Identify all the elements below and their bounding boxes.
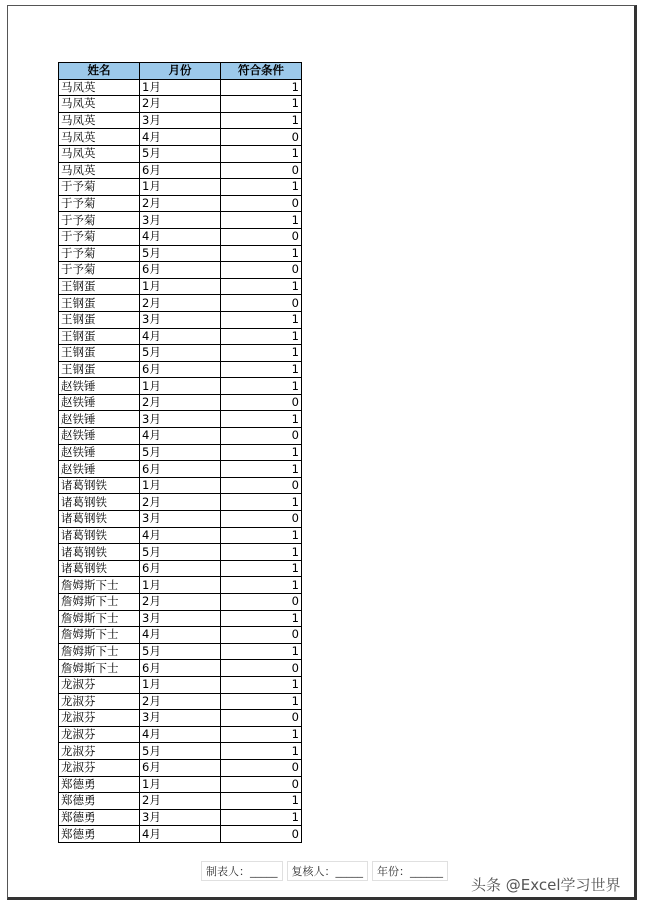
cell-name[interactable]: 王钢蛋	[59, 278, 140, 295]
cell-name[interactable]: 马凤英	[59, 145, 140, 162]
cell-qualified[interactable]: 0	[221, 428, 302, 445]
cell-name[interactable]: 诸葛钢铁	[59, 477, 140, 494]
cell-name[interactable]: 诸葛钢铁	[59, 511, 140, 528]
table-row	[59, 776, 302, 793]
cell-qualified[interactable]: 0	[221, 295, 302, 312]
cell-qualified[interactable]: 0	[221, 660, 302, 677]
cell-qualified[interactable]: 1	[221, 494, 302, 511]
cell-month[interactable]: 2月	[140, 594, 221, 611]
cell-qualified[interactable]: 0	[221, 262, 302, 279]
cell-name[interactable]: 郑德勇	[59, 826, 140, 843]
cell-name[interactable]: 王钢蛋	[59, 361, 140, 378]
cell-qualified[interactable]: 1	[221, 361, 302, 378]
cell-qualified[interactable]: 1	[221, 112, 302, 129]
table-row	[59, 245, 302, 262]
cell-name[interactable]: 于予菊	[59, 179, 140, 196]
cell-name[interactable]: 赵铁锤	[59, 394, 140, 411]
cell-month[interactable]: 5月	[140, 145, 221, 162]
table-row	[59, 145, 302, 162]
cell-name[interactable]: 诸葛钢铁	[59, 560, 140, 577]
table-row	[59, 195, 302, 212]
cell-month[interactable]: 3月	[140, 610, 221, 627]
cell-name[interactable]: 龙淑芬	[59, 726, 140, 743]
cell-month[interactable]: 2月	[140, 295, 221, 312]
table-row	[59, 710, 302, 727]
cell-name[interactable]: 王钢蛋	[59, 295, 140, 312]
cell-qualified[interactable]: 0	[221, 129, 302, 146]
cell-qualified[interactable]: 0	[221, 776, 302, 793]
table-row	[59, 179, 302, 196]
cell-qualified[interactable]: 1	[221, 79, 302, 96]
cell-name[interactable]: 詹姆斯下士	[59, 643, 140, 660]
cell-name[interactable]: 赵铁锤	[59, 411, 140, 428]
cell-month[interactable]: 6月	[140, 660, 221, 677]
cell-name[interactable]: 于予菊	[59, 245, 140, 262]
cell-name[interactable]: 郑德勇	[59, 809, 140, 826]
cell-name[interactable]: 龙淑芬	[59, 676, 140, 693]
cell-name[interactable]: 詹姆斯下士	[59, 577, 140, 594]
cell-name[interactable]: 诸葛钢铁	[59, 494, 140, 511]
cell-month[interactable]: 2月	[140, 96, 221, 113]
cell-qualified[interactable]: 1	[221, 145, 302, 162]
table-row	[59, 411, 302, 428]
table-row	[59, 112, 302, 129]
table-row	[59, 228, 302, 245]
table-row	[59, 96, 302, 113]
cell-name[interactable]: 马凤英	[59, 129, 140, 146]
table-row	[59, 809, 302, 826]
cell-month[interactable]: 3月	[140, 511, 221, 528]
table-row	[59, 511, 302, 528]
cell-name[interactable]: 王钢蛋	[59, 311, 140, 328]
table-row	[59, 726, 302, 743]
cell-name[interactable]: 马凤英	[59, 162, 140, 179]
table-row	[59, 676, 302, 693]
table-row	[59, 594, 302, 611]
cell-name[interactable]: 郑德勇	[59, 793, 140, 810]
data-table	[58, 62, 302, 843]
table-header-row	[59, 63, 302, 80]
table-row	[59, 295, 302, 312]
cell-month[interactable]: 1月	[140, 577, 221, 594]
cell-name[interactable]: 王钢蛋	[59, 345, 140, 362]
cell-month[interactable]: 3月	[140, 311, 221, 328]
table-row	[59, 361, 302, 378]
cell-qualified[interactable]: 1	[221, 328, 302, 345]
column-header-name[interactable]: 姓名	[59, 63, 140, 80]
cell-qualified[interactable]: 1	[221, 96, 302, 113]
maker-field[interactable]: 制表人：_____	[201, 861, 283, 881]
cell-qualified[interactable]: 0	[221, 759, 302, 776]
cell-month[interactable]: 1月	[140, 378, 221, 395]
cell-month[interactable]: 5月	[140, 345, 221, 362]
table-row	[59, 759, 302, 776]
watermark: 头条 @Excel学习世界	[471, 876, 621, 894]
cell-month[interactable]: 5月	[140, 743, 221, 760]
cell-qualified[interactable]: 1	[221, 610, 302, 627]
cell-month[interactable]: 4月	[140, 826, 221, 843]
cell-qualified[interactable]: 0	[221, 710, 302, 727]
cell-qualified[interactable]: 1	[221, 527, 302, 544]
cell-month[interactable]: 1月	[140, 278, 221, 295]
table-row	[59, 826, 302, 843]
table-row	[59, 79, 302, 96]
cell-month[interactable]: 4月	[140, 428, 221, 445]
table-row	[59, 743, 302, 760]
cell-qualified[interactable]: 1	[221, 278, 302, 295]
cell-qualified[interactable]: 1	[221, 461, 302, 478]
cell-month[interactable]: 1月	[140, 477, 221, 494]
cell-month[interactable]: 6月	[140, 759, 221, 776]
cell-qualified[interactable]: 1	[221, 378, 302, 395]
cell-qualified[interactable]: 0	[221, 394, 302, 411]
cell-month[interactable]: 1月	[140, 179, 221, 196]
cell-month[interactable]: 4月	[140, 129, 221, 146]
cell-qualified[interactable]: 0	[221, 195, 302, 212]
cell-month[interactable]: 5月	[140, 444, 221, 461]
cell-qualified[interactable]: 0	[221, 594, 302, 611]
footer-fields	[201, 861, 448, 881]
table-row	[59, 262, 302, 279]
cell-name[interactable]: 马凤英	[59, 96, 140, 113]
table-row	[59, 461, 302, 478]
cell-month[interactable]: 6月	[140, 461, 221, 478]
cell-qualified[interactable]: 0	[221, 826, 302, 843]
table-row	[59, 494, 302, 511]
cell-name[interactable]: 马凤英	[59, 112, 140, 129]
cell-qualified[interactable]: 0	[221, 477, 302, 494]
cell-name[interactable]: 詹姆斯下士	[59, 660, 140, 677]
cell-month[interactable]: 3月	[140, 710, 221, 727]
cell-name[interactable]: 龙淑芬	[59, 693, 140, 710]
cell-month[interactable]: 5月	[140, 544, 221, 561]
cell-qualified[interactable]: 1	[221, 444, 302, 461]
table-row	[59, 394, 302, 411]
cell-qualified[interactable]: 1	[221, 643, 302, 660]
cell-month[interactable]: 6月	[140, 361, 221, 378]
cell-month[interactable]: 3月	[140, 112, 221, 129]
cell-month[interactable]: 2月	[140, 793, 221, 810]
cell-month[interactable]: 1月	[140, 79, 221, 96]
cell-name[interactable]: 于予菊	[59, 262, 140, 279]
table-row	[59, 643, 302, 660]
cell-name[interactable]: 赵铁锤	[59, 461, 140, 478]
cell-qualified[interactable]: 1	[221, 793, 302, 810]
cell-month[interactable]: 2月	[140, 693, 221, 710]
cell-qualified[interactable]: 0	[221, 511, 302, 528]
cell-name[interactable]: 龙淑芬	[59, 743, 140, 760]
table-row	[59, 162, 302, 179]
cell-month[interactable]: 2月	[140, 494, 221, 511]
cell-name[interactable]: 赵铁锤	[59, 444, 140, 461]
cell-name[interactable]: 龙淑芬	[59, 710, 140, 727]
cell-qualified[interactable]: 1	[221, 726, 302, 743]
table-row	[59, 577, 302, 594]
cell-qualified[interactable]: 0	[221, 228, 302, 245]
cell-month[interactable]: 2月	[140, 195, 221, 212]
cell-month[interactable]: 5月	[140, 245, 221, 262]
table-row	[59, 378, 302, 395]
cell-qualified[interactable]: 1	[221, 345, 302, 362]
column-header-month[interactable]: 月份	[140, 63, 221, 80]
cell-qualified[interactable]: 1	[221, 179, 302, 196]
cell-name[interactable]: 詹姆斯下士	[59, 627, 140, 644]
cell-qualified[interactable]: 0	[221, 162, 302, 179]
cell-qualified[interactable]: 1	[221, 212, 302, 229]
cell-name[interactable]: 赵铁锤	[59, 428, 140, 445]
cell-qualified[interactable]: 1	[221, 676, 302, 693]
cell-name[interactable]: 龙淑芬	[59, 759, 140, 776]
table-row	[59, 212, 302, 229]
table-row	[59, 793, 302, 810]
cell-month[interactable]: 4月	[140, 627, 221, 644]
table-row	[59, 544, 302, 561]
table-row	[59, 444, 302, 461]
table-row	[59, 328, 302, 345]
cell-month[interactable]: 3月	[140, 212, 221, 229]
table-row	[59, 428, 302, 445]
reviewer-field[interactable]: 复核人：_____	[287, 861, 369, 881]
cell-month[interactable]: 4月	[140, 228, 221, 245]
table-row	[59, 311, 302, 328]
cell-month[interactable]: 6月	[140, 560, 221, 577]
table-row	[59, 660, 302, 677]
table-body	[59, 79, 302, 842]
cell-qualified[interactable]: 1	[221, 411, 302, 428]
cell-name[interactable]: 于予菊	[59, 195, 140, 212]
cell-name[interactable]: 王钢蛋	[59, 328, 140, 345]
cell-name[interactable]: 郑德勇	[59, 776, 140, 793]
cell-month[interactable]: 3月	[140, 411, 221, 428]
cell-qualified[interactable]: 1	[221, 544, 302, 561]
table-row	[59, 477, 302, 494]
cell-name[interactable]: 于予菊	[59, 212, 140, 229]
table-row	[59, 693, 302, 710]
cell-qualified[interactable]: 1	[221, 809, 302, 826]
cell-month[interactable]: 1月	[140, 676, 221, 693]
cell-month[interactable]: 4月	[140, 527, 221, 544]
cell-month[interactable]: 3月	[140, 809, 221, 826]
table-row	[59, 129, 302, 146]
table-row	[59, 345, 302, 362]
cell-month[interactable]: 2月	[140, 394, 221, 411]
cell-qualified[interactable]: 1	[221, 245, 302, 262]
cell-month[interactable]: 5月	[140, 643, 221, 660]
cell-name[interactable]: 马凤英	[59, 79, 140, 96]
cell-qualified[interactable]: 1	[221, 560, 302, 577]
cell-name[interactable]: 诸葛钢铁	[59, 527, 140, 544]
year-field[interactable]: 年份：______	[372, 861, 448, 881]
cell-month[interactable]: 6月	[140, 162, 221, 179]
column-header-qualified[interactable]: 符合条件	[221, 63, 302, 80]
cell-month[interactable]: 6月	[140, 262, 221, 279]
cell-month[interactable]: 4月	[140, 328, 221, 345]
cell-qualified[interactable]: 1	[221, 743, 302, 760]
cell-name[interactable]: 詹姆斯下士	[59, 610, 140, 627]
cell-qualified[interactable]: 1	[221, 577, 302, 594]
table-row	[59, 527, 302, 544]
table-row	[59, 560, 302, 577]
cell-qualified[interactable]: 0	[221, 627, 302, 644]
cell-month[interactable]: 1月	[140, 776, 221, 793]
table-row	[59, 610, 302, 627]
table-row	[59, 278, 302, 295]
cell-name[interactable]: 詹姆斯下士	[59, 594, 140, 611]
cell-name[interactable]: 赵铁锤	[59, 378, 140, 395]
table-row	[59, 627, 302, 644]
cell-qualified[interactable]: 1	[221, 311, 302, 328]
cell-name[interactable]: 诸葛钢铁	[59, 544, 140, 561]
cell-month[interactable]: 4月	[140, 726, 221, 743]
cell-name[interactable]: 于予菊	[59, 228, 140, 245]
cell-qualified[interactable]: 1	[221, 693, 302, 710]
